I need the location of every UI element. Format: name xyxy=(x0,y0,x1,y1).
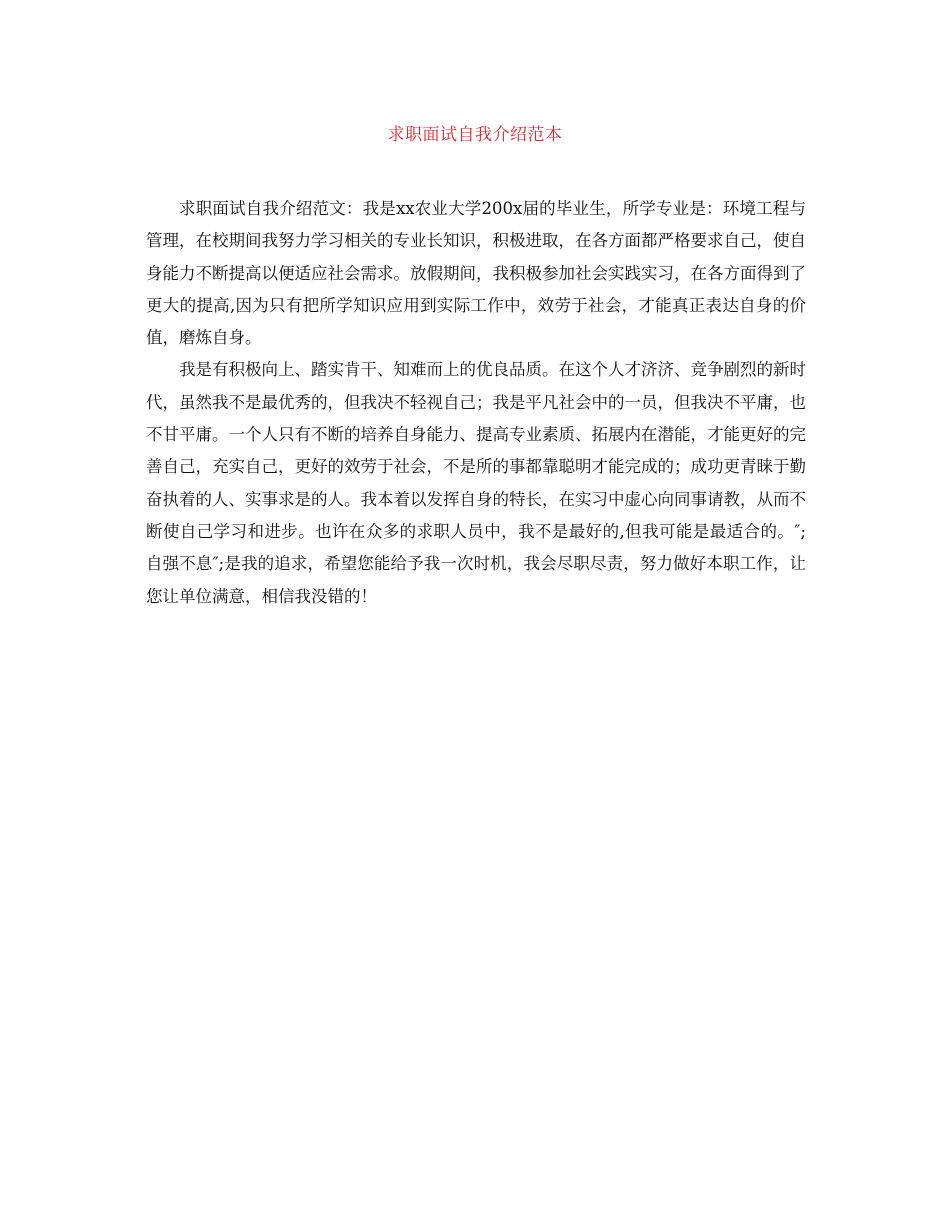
paragraph-1: 求职面试自我介绍范文：我是xx农业大学200x届的毕业生，所学专业是：环境工程与管理，在校期间我努力学习相关的专业长知识，积极进取，在各方面都严格要求自己，使自身能力不断提高以便适应社会需求。放假期间，我积极参加社会实践实习，在各方面得到了更大的提高,因为只有把所学知识应用到实际工作中，效劳于社会，才能真正表达自身的价值，磨炼自身。 xyxy=(146,199,806,348)
paragraph-2: 我是有积极向上、踏实肯干、知难而上的优良品质。在这个人才济济、竞争剧烈的新时代，虽然我不是最优秀的，但我决不轻视自己；我是平凡社会中的一员，但我决不平庸，也不甘平庸。一个人只有不断的培养自身能力、提高专业素质、拓展内在潜能，才能更好的完善自己，充实自己，更好的效劳于社会，不是所的事都靠聪明才能完成的；成功更青睐于勤奋执着的人、实事求是的人。我本着以发挥自身的特长，在实习中虚心向同事请教，从而不断使自己学习和进步。也许在众多的求职人员中，我不是最好的,但我可能是最适合的。″;自强不息″;是我的追求，希望您能给予我一次时机，我会尽职尽责，努力做好本职工作，让您让单位满意，相信我没错的！ xyxy=(146,360,806,606)
document-body xyxy=(146,193,806,613)
document-title: 求职面试自我介绍范本 xyxy=(387,125,563,145)
